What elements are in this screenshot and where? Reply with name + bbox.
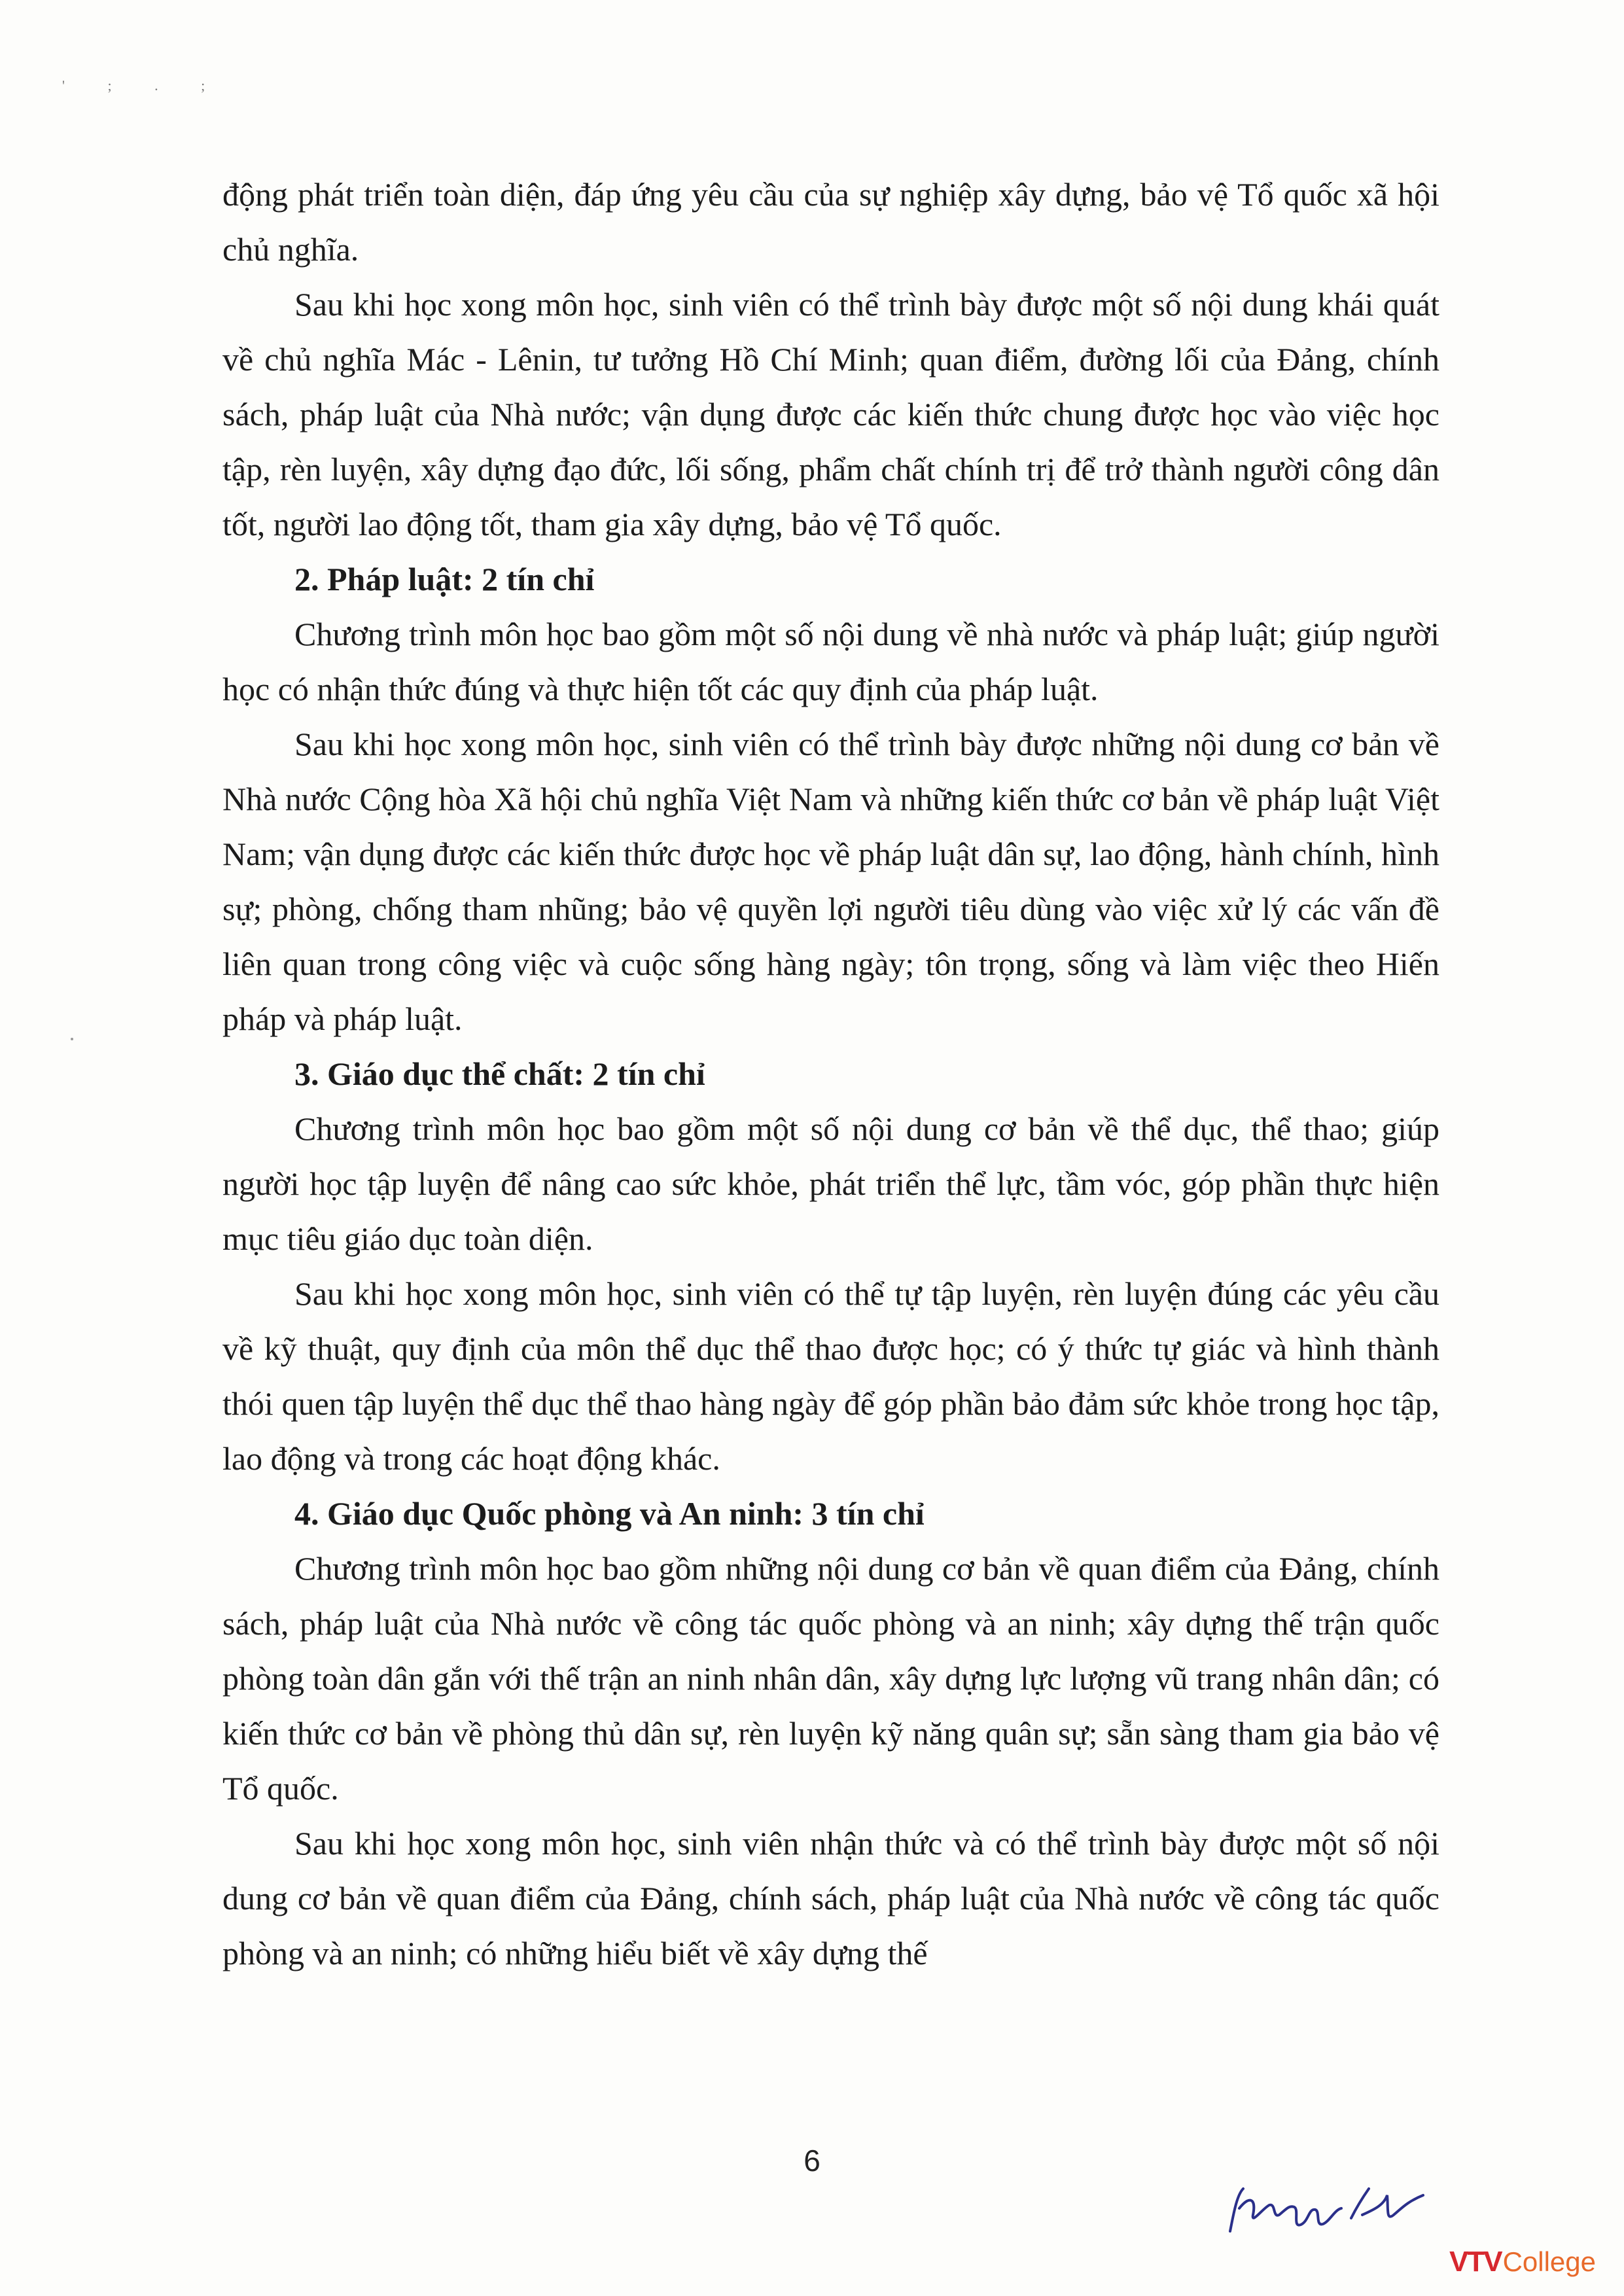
section-heading-giao-duc-the-chat: 3. Giáo dục thể chất: 2 tín chỉ xyxy=(294,1055,705,1092)
logo-brand: VTV xyxy=(1449,2246,1502,2278)
paragraph: động phát triển toàn diện, đáp ứng yêu cầu của sự nghiệp xây dựng, bảo vệ Tổ quốc xã hội chủ nghĩa. xyxy=(222,176,1439,268)
section-heading-phap-luat: 2. Pháp luật: 2 tín chỉ xyxy=(294,561,595,597)
paragraph: Chương trình môn học bao gồm một số nội dung về nhà nước và pháp luật; giúp người học có nhận thức đúng và thực hiện tốt các quy định của pháp luật. xyxy=(222,616,1439,707)
scan-artifact-dot xyxy=(71,1038,73,1040)
paragraph: Chương trình môn học bao gồm những nội dung cơ bản về quan điểm của Đảng, chính sách, pháp luật của Nhà nước về công tác quốc phòng và an ninh; xây dựng thế trận quốc phòng toàn dân gắn với thế trận an ninh nhân dân, xây dựng lực lượng vũ trang nhân dân; có kiến thức cơ bản về phòng thủ dân sự, rèn luyện kỹ năng quân sự; sẵn sàng tham gia bảo vệ Tổ quốc. xyxy=(222,1550,1439,1807)
page-number: 6 xyxy=(803,2144,821,2178)
paragraph: Sau khi học xong môn học, sinh viên nhận thức và có thể trình bày được một số nội dung cơ bản về quan điểm của Đảng, chính sách, pháp luật của Nhà nước về công tác quốc phòng và an ninh; có những hiểu biết về xây dựng thế xyxy=(222,1825,1439,1971)
paragraph: Chương trình môn học bao gồm một số nội dung cơ bản về thể dục, thể thao; giúp người học tập luyện để nâng cao sức khỏe, phát triển thể lực, tầm vóc, góp phần thực hiện mục tiêu giáo dục toàn diện. xyxy=(222,1110,1439,1257)
paragraph: Sau khi học xong môn học, sinh viên có thể tự tập luyện, rèn luyện đúng các yêu cầu về kỹ thuật, quy định của môn thể dục thể thao được học; có ý thức tự giác và hình thành thói quen tập luyện thể dục thể thao hàng ngày để góp phần bảo đảm sức khỏe trong học tập, lao động và trong các hoạt động khác. xyxy=(222,1275,1439,1477)
handwritten-signature xyxy=(1217,2169,1433,2248)
logo-suffix: College xyxy=(1502,2246,1597,2277)
section-heading-quoc-phong-an-ninh: 4. Giáo dục Quốc phòng và An ninh: 3 tín chỉ xyxy=(294,1495,925,1532)
scan-artifact-marks: ' ; . ; xyxy=(62,77,225,94)
paragraph: Sau khi học xong môn học, sinh viên có thể trình bày được một số nội dung khái quát về chủ nghĩa Mác - Lênin, tư tưởng Hồ Chí Minh; quan điểm, đường lối của Đảng, chính sách, pháp luật của Nhà nước; vận dụng được các kiến thức chung được học vào việc học tập, rèn luyện, xây dựng đạo đức, lối sống, phẩm chất chính trị để trở thành người công dân tốt, người lao động tốt, tham gia xây dựng, bảo vệ Tổ quốc. xyxy=(222,286,1439,542)
document-body xyxy=(222,167,1439,1981)
vtv-college-logo xyxy=(1449,2246,1596,2278)
paragraph: Sau khi học xong môn học, sinh viên có thể trình bày được những nội dung cơ bản về Nhà nước Cộng hòa Xã hội chủ nghĩa Việt Nam và những kiến thức cơ bản về pháp luật Việt Nam; vận dụng được các kiến thức được học về pháp luật dân sự, lao động, hành chính, hình sự; phòng, chống tham nhũng; bảo vệ quyền lợi người tiêu dùng vào việc xử lý các vấn đề liên quan trong công việc và cuộc sống hàng ngày; tôn trọng, sống và làm việc theo Hiến pháp và pháp luật. xyxy=(222,726,1439,1037)
